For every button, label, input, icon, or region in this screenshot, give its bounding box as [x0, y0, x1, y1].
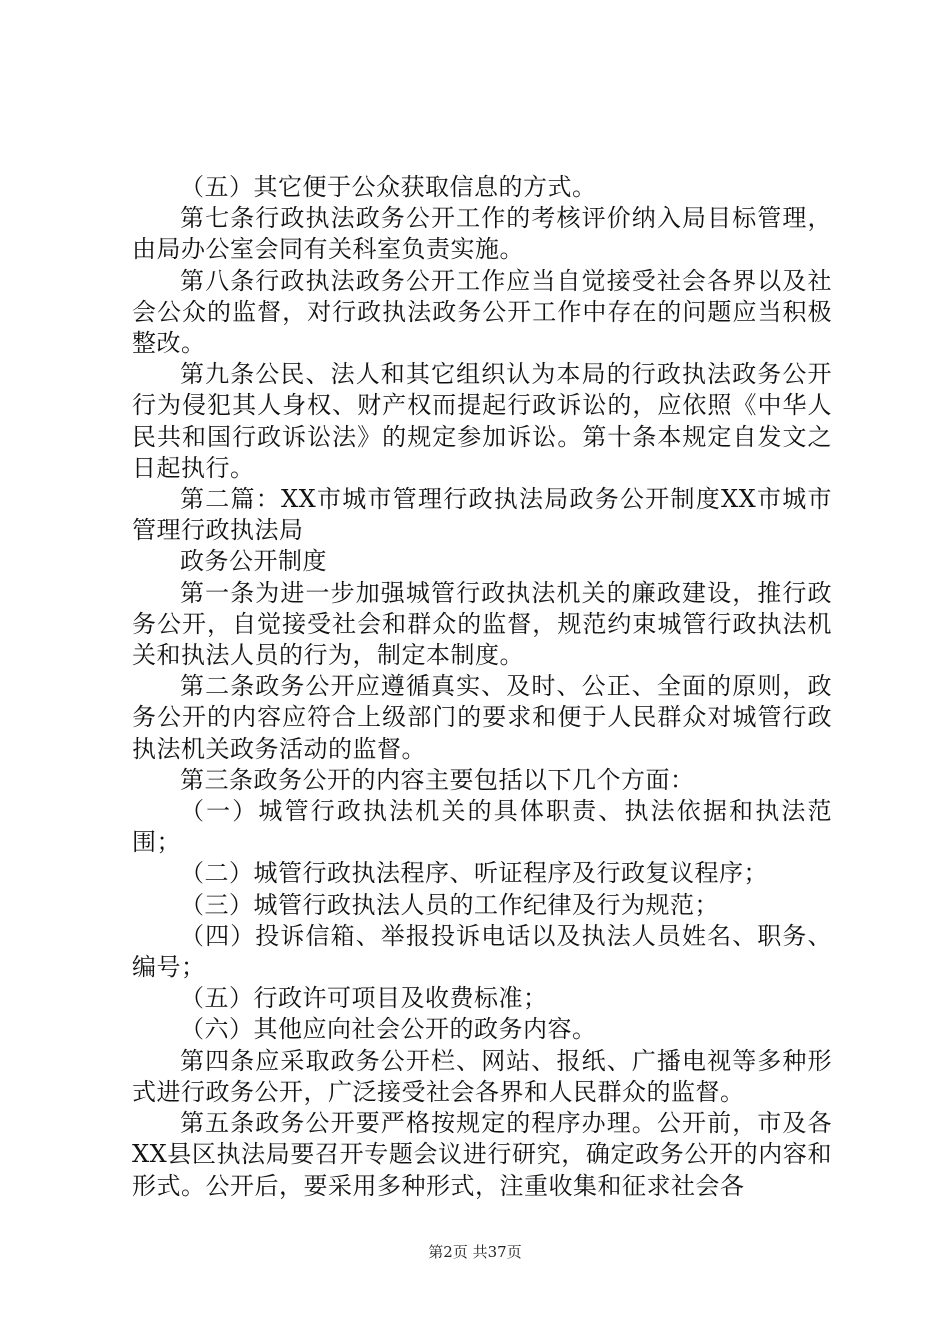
document-body: [132, 172, 832, 1202]
paragraph: 第三条政务公开的内容主要包括以下几个方面：: [180, 765, 695, 794]
paragraph: 第四条应采取政务公开栏、网站、报纸、广播电视等多种形式进行政务公开，广泛接受社会各界和人民群众的监督。: [132, 1046, 832, 1106]
paragraph: 第一条为进一步加强城管行政执法机关的廉政建设，推行政务公开，自觉接受社会和群众的监督，规范约束城管行政执法机关和执法人员的行为，制定本制度。: [132, 578, 832, 670]
section-subheading: 政务公开制度: [180, 547, 327, 576]
list-item: （二）城管行政执法程序、听证程序及行政复议程序；: [180, 859, 768, 888]
paragraph: 第八条行政执法政务公开工作应当自觉接受社会各界以及社会公众的监督，对行政执法政务公开工作中存在的问题应当积极整改。: [132, 266, 832, 358]
paragraph: 第九条公民、法人和其它组织认为本局的行政执法政务公开行为侵犯其人身权、财产权而提起行政诉讼的，应依照《中华人民共和国行政诉讼法》的规定参加诉讼。第十条本规定自发文之日起执行。: [132, 360, 832, 482]
page-number-footer: 第2页 共37页: [428, 1243, 522, 1261]
list-item: （五）行政许可项目及收费标准；: [180, 984, 548, 1013]
list-item: （三）城管行政执法人员的工作纪律及行为规范；: [180, 890, 719, 919]
list-item: （四）投诉信箱、举报投诉电话以及执法人员姓名、职务、编号；: [132, 921, 832, 982]
paragraph: （五）其它便于公众获取信息的方式。: [180, 173, 597, 201]
section-heading: 第二篇：XX市城市管理行政执法局政务公开制度XX市城市管理行政执法局: [132, 485, 832, 545]
paragraph: 第二条政务公开应遵循真实、及时、公正、全面的原则，政务公开的内容应符合上级部门的要求和便于人民群众对城管行政执法机关政务活动的监督。: [132, 672, 832, 763]
list-item: （一）城管行政执法机关的具体职责、执法依据和执法范围；: [132, 797, 832, 857]
paragraph: 第五条政务公开要严格按规定的程序办理。公开前，市及各XX县区执法局要召开专题会议进行研究，确定政务公开的内容和形式。公开后，要采用多种形式，注重收集和征求社会各: [132, 1109, 832, 1200]
paragraph: 第七条行政执法政务公开工作的考核评价纳入局目标管理，由局办公室会同有关科室负责实施。: [132, 204, 832, 264]
list-item: （六）其他应向社会公开的政务内容。: [180, 1015, 597, 1044]
